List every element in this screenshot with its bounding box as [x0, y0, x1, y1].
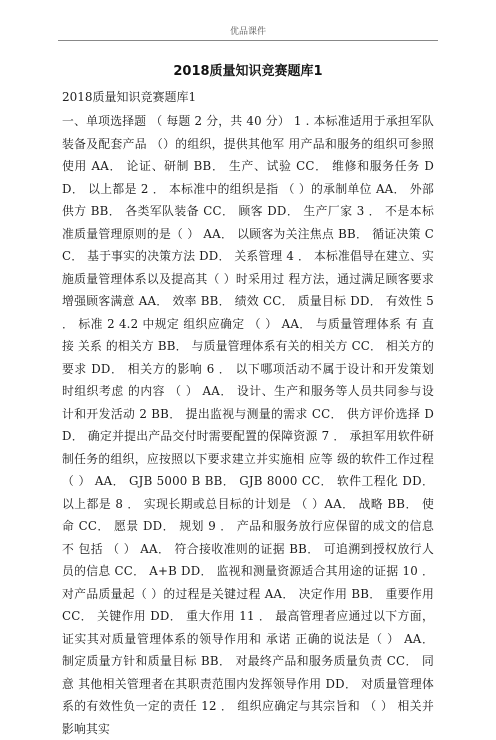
page-header: 优品课件: [229, 27, 266, 37]
header-divider: [58, 40, 438, 41]
document-title: 2018质量知识竞赛题库1: [173, 64, 323, 79]
document-body: 一、单项选择题 （ 每题 2 分，共 40 分） 1 . 本标准适用于承担军队装备及配套产品 （）的组织，提供其他军 用产品和服务的组织可参照使用 AA． 论证、研制 BB． 生产、试验 CC． 维修和服务任务 DD． 以上都是 2 ． 本标准中的组织是指 （ ）的承制单位 AA． 外部供方 BB． 各类军队装备 CC． 顾客 DD． 生产厂家 3 ． 不是本标准质量管理原则的是（ ） AA． 以顾客为关注焦点 BB． 循证决策 CC． 基于事实的决策方法 DD． 关系管理 4 ． 本标准倡导在建立、实施质量管理体系以及提高其（ ）时采用过 程方法，通过满足顾客要求增强顾客满意 AA． 效率 BB． 绩效 CC． 质量目标 DD． 有效性 5 ． 标准 2 4.2 中规定 组织应确定 （ ） AA． 与质量管理体系 有 直接 关系 的相关方 BB． 与质量管理体系有关的相关方 CC． 相关方的要求 DD． 相关方的影响 6 ． 以下哪项活动不属于设计和开发策划 时组织考虑 的内容 （ ） AA． 设计、生产和服务等人员共同参与设计和开发活动 2 BB． 提出监视与测量的需求 CC． 供方评价选择 DD． 确定并提出产品交付时需要配置的保障资源 7 ． 承担军用软件研制任务的组织，应按照以下要求建立并实施相 应等 级的软件工作过程 （ ） AA． GJB 5000 B BB． GJB 8000 CC． 软件工程化 DD． 以上都是 8 ． 实现长期或总目标的计划是 （ ）AA． 战略 BB． 使命 CC． 愿景 DD． 规划 9 ． 产品和服务放行应保留的成文的信息 不 包括 （ ） AA． 符合接收准则的证据 BB． 可追溯到授权放行人员的信息 CC． A+B DD． 监视和测量资源适合其用途的证据 10 ． 对产品质量起（ ）的过程是关键过程 AA． 决定作用 BB． 重要作用 CC． 关键作用 DD． 重大作用 11 ． 最高管理者应通过以下方面， 证实其对质量管理体系的领导作用和 承诺 正确的说法是（ ） AA． 制定质量方针和质量目标 BB． 对最终产品和服务质量负责 CC． 同意 其他相关管理者在其职责范围内发挥领导作用 DD． 对质量管理体系的有效性负一定的责任 12 ． 组织应确定与其宗旨和 （ ） 相关并影响其实: [62, 114, 434, 736]
document-subtitle: 2018质量知识竞赛题库1: [62, 90, 197, 104]
